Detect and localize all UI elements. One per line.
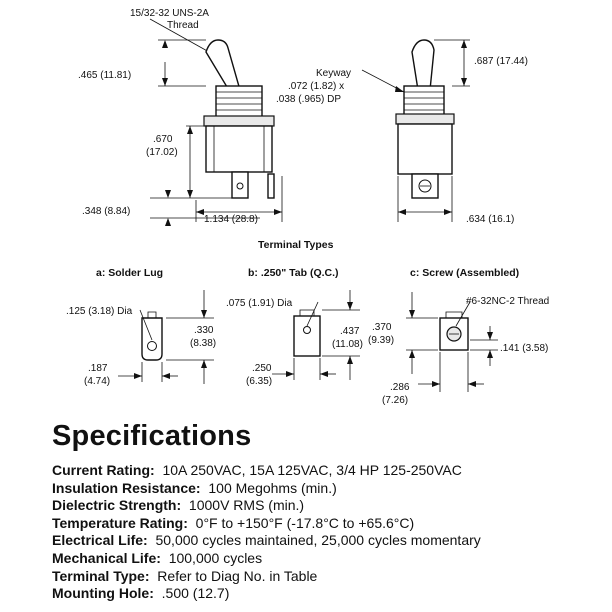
- solder-lug-diagram: [66, 267, 216, 387]
- tab-width-a: .250: [252, 363, 272, 374]
- screw-height-a: .370: [372, 322, 392, 333]
- toggle-handle: [206, 40, 240, 92]
- spec-value: 100 Megohms (min.): [208, 479, 337, 496]
- spec-value: 100,000 cycles: [168, 549, 263, 566]
- screw-height-b: (9.39): [368, 335, 395, 346]
- screw-thread: #6-32NC-2 Thread: [466, 296, 550, 307]
- spec-value: 10A 250VAC, 15A 125VAC, 3/4 HP 125-250VAC: [162, 462, 462, 478]
- spec-label: Terminal Type:: [52, 567, 150, 584]
- side-dim-handle-height: .687 (17.44): [474, 56, 528, 67]
- solder-lug-width-a: .187: [88, 363, 108, 374]
- thread-label-2: Thread: [167, 20, 199, 31]
- side-dim-width: .634 (16.1): [466, 214, 515, 225]
- spec-value: 0°F to +150°F (-17.8°C to +65.6°C): [195, 514, 415, 531]
- solder-lug-dia: .125 (3.18) Dia: [66, 306, 133, 317]
- dim-body-height-a: .670: [153, 134, 173, 145]
- specifications-title: Specifications: [52, 420, 252, 452]
- screw-width-b: (7.26): [382, 395, 409, 406]
- screw-width-a: .286: [390, 382, 410, 393]
- spec-value: 1000V RMS (min.): [188, 497, 305, 514]
- dim-terminal: .348 (8.84): [82, 206, 131, 217]
- terminal-types-title: Terminal Types: [258, 239, 334, 251]
- spec-value: .500 (12.7): [161, 585, 230, 602]
- spec-label: Dielectric Strength:: [52, 497, 182, 514]
- side-bushing: [404, 86, 444, 116]
- specifications-list: [52, 462, 481, 603]
- dim-width: 1.134 (28.8): [204, 214, 258, 225]
- keyway-label: Keyway: [316, 68, 352, 79]
- spec-label: Current Rating:: [52, 462, 155, 478]
- side-terminal: [268, 174, 274, 198]
- spec-item: [52, 568, 481, 586]
- spec-item: [52, 480, 481, 498]
- tab-diagram: [226, 267, 363, 387]
- front-terminal: [232, 172, 248, 198]
- spec-label: Insulation Resistance:: [52, 479, 201, 496]
- tab-dia: .075 (1.91) Dia: [226, 298, 293, 309]
- tab-height-b: (11.08): [332, 339, 363, 350]
- solder-lug-height-b: (8.38): [190, 338, 217, 349]
- thread-label: 15/32-32 UNS-2A: [130, 8, 209, 19]
- threaded-bushing: [216, 86, 262, 118]
- spec-label: Electrical Life:: [52, 532, 148, 549]
- screw-title: c: Screw (Assembled): [410, 267, 520, 279]
- spec-item: [52, 515, 481, 533]
- screw-diagram: [368, 267, 549, 406]
- keyway-dim-1: .072 (1.82) x: [288, 81, 345, 92]
- screw-side: .141 (3.58): [500, 343, 549, 354]
- solder-lug-title: a: Solder Lug: [96, 267, 164, 279]
- spec-item: [52, 462, 481, 480]
- spec-label: Mounting Hole:: [52, 585, 154, 602]
- spec-value: 50,000 cycles maintained, 25,000 cycles momentary: [155, 532, 481, 549]
- side-nut: [396, 114, 454, 124]
- solder-lug-width-b: (4.74): [84, 376, 111, 387]
- spec-item: [52, 550, 481, 568]
- side-view: [276, 40, 528, 225]
- mounting-nut: [204, 116, 274, 126]
- solder-lug-height-a: .330: [194, 325, 214, 336]
- tab-title: b: .250" Tab (Q.C.): [248, 267, 339, 279]
- keyway-dim-2: .038 (.965) DP: [276, 94, 342, 105]
- spec-label: Mechanical Life:: [52, 549, 161, 566]
- dim-handle-height: .465 (11.81): [78, 70, 132, 81]
- dim-body-height-b: (17.02): [146, 147, 178, 158]
- spec-item: [52, 585, 481, 603]
- spec-item: [52, 497, 481, 515]
- tab-height-a: .437: [340, 326, 360, 337]
- switch-body: [206, 126, 272, 172]
- spec-item: [52, 532, 481, 550]
- tab-width-b: (6.35): [246, 376, 273, 387]
- side-toggle-handle: [412, 40, 434, 90]
- spec-label: Temperature Rating:: [52, 514, 188, 531]
- spec-value: Refer to Diag No. in Table: [157, 567, 318, 584]
- front-view: [78, 8, 282, 226]
- tab-shape: [294, 316, 320, 356]
- side-body: [398, 124, 452, 174]
